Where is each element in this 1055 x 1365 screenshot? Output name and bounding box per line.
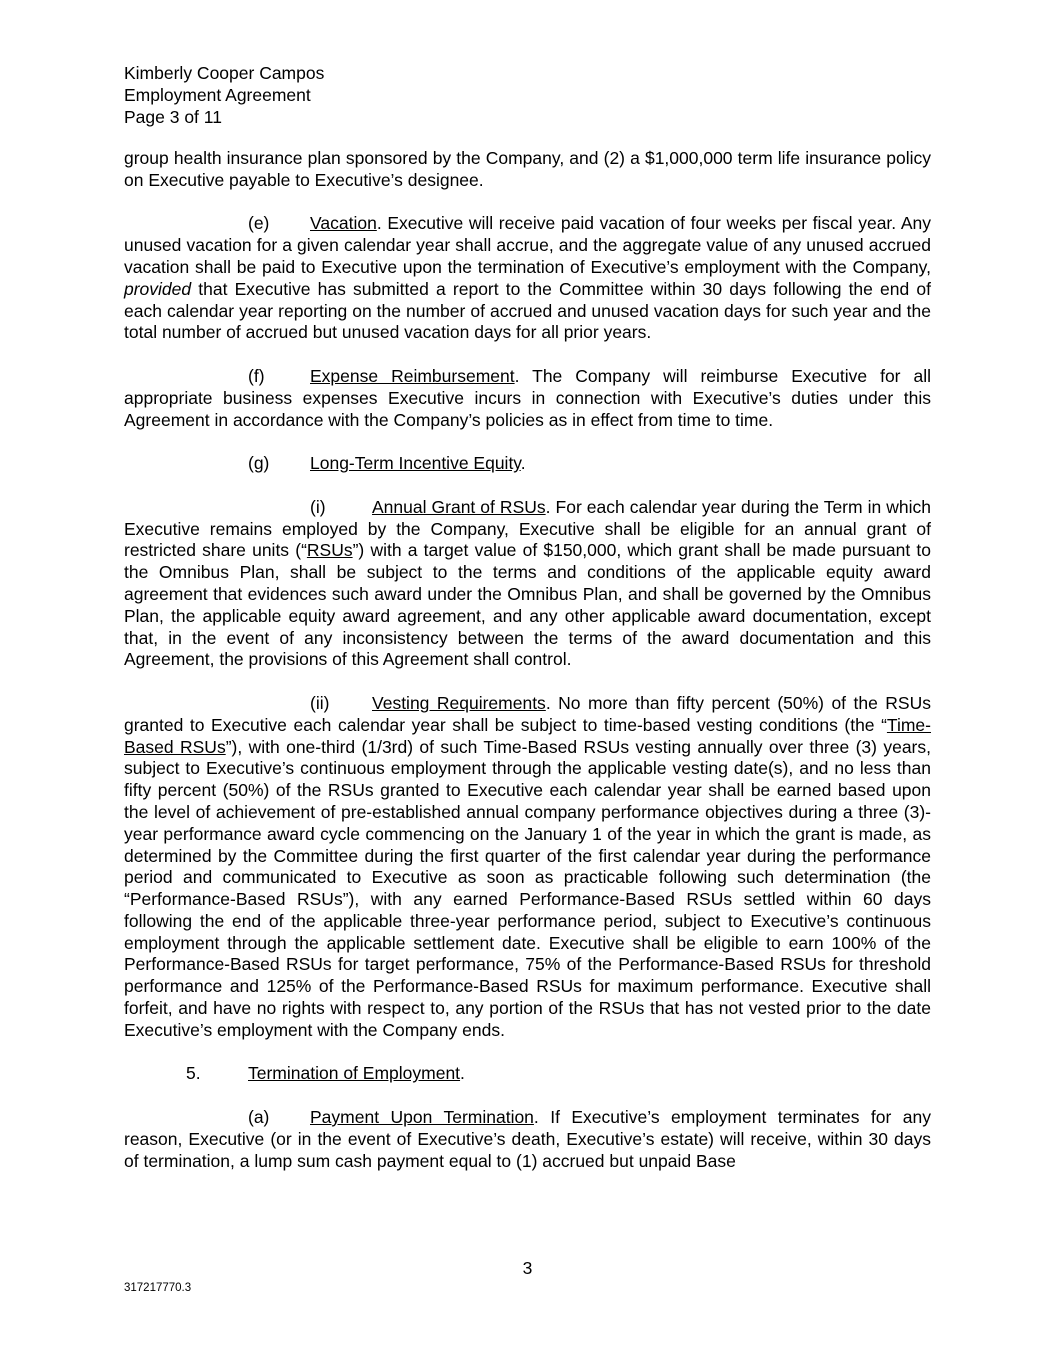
section-heading: Long-Term Incentive Equity (310, 453, 521, 474)
section-label: (f) (248, 365, 265, 386)
continued-paragraph: group health insurance plan sponsored by the Company, and (2) a $1,000,000 term life insurance policy on Executive payable to Executive’s designee. (124, 148, 931, 190)
section-text: that Executive has submitted a report to the Committee within 30 days following the end of each calendar year reporting on the number of accrued and unused vacation days for such year and the total number of accrued but unused vacation days for all prior years. (124, 278, 931, 343)
section-label: (a) (248, 1107, 270, 1128)
section-4g-long-term-incentive-equity (124, 453, 931, 475)
section-heading: Vesting Requirements (372, 692, 546, 713)
document-body (124, 148, 931, 1194)
header-title: Employment Agreement (124, 85, 311, 105)
section-text: . (520, 453, 526, 474)
section-text: ”) with a target value of $150,000, which grant shall be made pursuant to the Omnibus Plan, shall be subject to the terms and conditions of the applicable equity award agreement that evidences such award under the Omnibus Plan, and shall be governed by the Omnibus Plan, the applicable equity award agreement, and any other applicable award documentation, except that, in the event of any inconsistency between the terms of the award documentation and this Agreement, the provisions of this Agreement shall control. (124, 540, 932, 670)
section-5-termination (124, 1063, 931, 1085)
document-id: 317217770.3 (124, 1282, 192, 1294)
section-heading: Vacation (310, 213, 377, 234)
section-label: (ii) (310, 692, 330, 713)
section-text: . No more than fifty percent (50%) of the RSUs granted to Executive each calendar year shall be subject to time-based vesting conditions (the “ (124, 692, 931, 735)
section-label: (i) (310, 496, 326, 517)
header-page: Page 3 of 11 (124, 107, 222, 127)
section-label: 5. (186, 1063, 201, 1084)
section-text: ”), with one-third (1/3rd) of such Time-Based RSUs vesting annually over three (3) years, subject to Executive’s continuous employment through the applicable vesting date(s), and no less than fifty percent (50%) of the RSUs granted to Executive each calendar year shall be earned based upon the level of achievement of pre-established annual company performance objectives during a three (3)-year performance award cycle commencing on the January 1 of the year in which the grant is made, as determined by the Committee during the first quarter of the first calendar year during the performance period and communicated to Executive as soon as practicable following such determination (the “Performance-Based RSUs”), with any earned Performance-Based RSUs settled within 60 days following the end of the applicable three-year performance period, subject to Executive’s continuous employment through the applicable settlement date. Executive shall be eligible to earn 100% of the Performance-Based RSUs for target performance, 75% of the Performance-Based RSUs for threshold performance and 125% of the Performance-Based RSUs for maximum performance. Executive shall forfeit, and have no rights with respect to, any portion of the RSUs that has not vested prior to the date Executive’s employment with the Company ends. (124, 736, 932, 1040)
section-text: . (460, 1063, 465, 1084)
section-heading: Payment Upon Termination (310, 1107, 534, 1128)
section-label: (e) (248, 213, 270, 234)
section-text: . If Executive’s employment terminates for any reason, Executive (or in the event of Executive’s death, Executive’s estate) will receive, within 30 days of termination, a lump sum cash payment equal to (1) accrued but unpaid Base (124, 1107, 931, 1171)
header-name: Kimberly Cooper Campos (124, 63, 325, 83)
section-heading: Expense Reimbursement (310, 365, 515, 386)
section-4g-i-annual-grant (124, 497, 931, 671)
section-heading: Termination of Employment (248, 1063, 461, 1084)
section-text: . The Company will reimburse Executive for all appropriate business expenses Executive incurs in connection with Executive’s duties under this Agreement in accordance with the Company’s policies as in effect from time to time. (124, 365, 931, 430)
section-4f-expense-reimbursement (124, 366, 931, 431)
section-4g-ii-vesting-requirements (124, 693, 931, 1042)
defined-term: RSUs (306, 540, 353, 561)
section-4e-vacation (124, 213, 931, 344)
section-heading: Annual Grant of RSUs (372, 496, 546, 517)
page-header (124, 62, 324, 128)
page-number: 3 (522, 1258, 533, 1278)
section-italic-text: provided (124, 278, 192, 299)
section-5a-payment-upon-termination (124, 1107, 931, 1172)
defined-term: Time-Based RSUs (124, 714, 931, 757)
section-text: . Executive will receive paid vacation of four weeks per fiscal year. Any unused vacation for a given calendar year shall accrue, and the aggregate value of any unused accrued vacation shall be paid to Executive upon the termination of Executive’s employment with the Company, (124, 213, 931, 277)
section-label: (g) (248, 453, 270, 474)
section-text: . For each calendar year during the Term in which Executive remains employed by the Company, Executive shall be eligible for an annual grant of restricted share units (“ (124, 496, 932, 561)
